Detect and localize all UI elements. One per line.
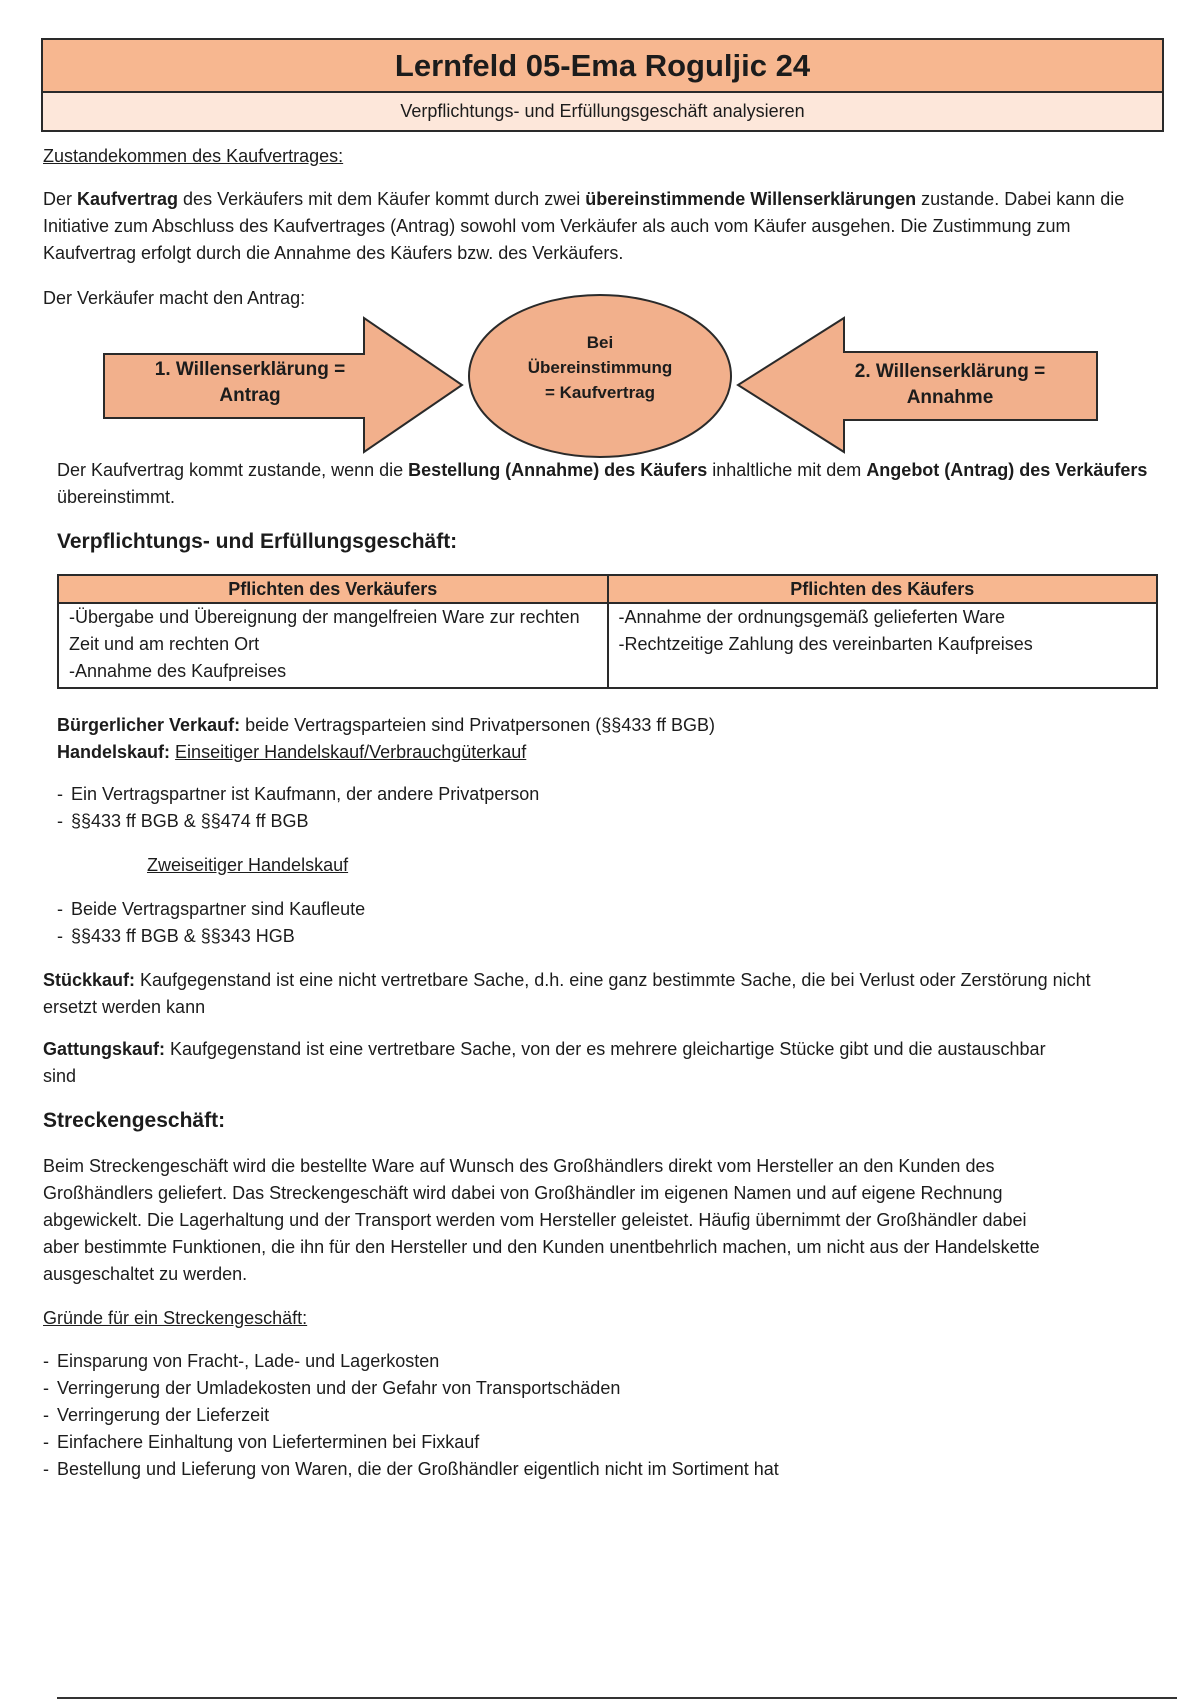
left-arrow-label-line2: Antrag <box>219 385 281 406</box>
list-item: - Verringerung der Lieferzeit <box>43 1402 779 1429</box>
page-title: Lernfeld 05-Ema Roguljic 24 <box>43 40 1162 93</box>
einseitig-list <box>57 781 539 835</box>
list-item: - Bestellung und Lieferung von Waren, die der Großhändler eigentlich nicht im Sortiment hat <box>43 1456 779 1483</box>
section-heading-verpflichtung: Verpflichtungs- und Erfüllungsgeschäft: <box>57 530 458 553</box>
buyer-duty-item: -Rechtzeitige Zahlung des vereinbarten Kaufpreises <box>618 634 1033 654</box>
bold-term-buergerlicher-verkauf: Bürgerlicher Verkauf: <box>57 715 241 735</box>
stueckkauf-paragraph <box>43 967 1103 1021</box>
bold-term-kaufvertrag: Kaufvertrag <box>77 189 179 209</box>
seller-duty-item: -Übergabe und Übereignung der mangelfreien Ware zur rechten Zeit und am rechten Ort <box>69 607 580 654</box>
list-item: - §§433 ff BGB & §§343 HGB <box>57 923 365 950</box>
text-run: Der Kaufvertrag kommt zustande, wenn die <box>57 460 409 480</box>
text-run: Kaufgegenstand ist eine vertretbare Sache, von der es mehrere gleichartige Stücke gibt und die austauschbar sind <box>43 1039 1046 1086</box>
kaufvertrag-condition-paragraph <box>57 457 1165 511</box>
list-item: - Einsparung von Fracht-, Lade- und Lagerkosten <box>43 1348 779 1375</box>
bold-term-handelskauf: Handelskauf: <box>57 742 171 762</box>
reasons-heading: Gründe für ein Streckengeschäft: <box>43 1308 308 1328</box>
list-item: - §§433 ff BGB & §§474 ff BGB <box>57 808 539 835</box>
zweiseitiger-handelskauf-title: Zweiseitiger Handelskauf <box>147 855 349 875</box>
contract-diagram <box>100 290 1100 462</box>
left-arrow-label-line1: 1. Willenserklärung = <box>154 359 346 380</box>
einseitiger-handelskauf-title: Einseitiger Handelskauf/Verbrauchgüterkauf <box>175 742 527 762</box>
right-arrow-label-line2: Annahme <box>906 387 994 408</box>
bold-term-stueckkauf: Stückkauf: <box>43 970 136 990</box>
duties-table <box>57 574 1158 689</box>
bold-term-gattungskauf: Gattungskauf: <box>43 1039 166 1059</box>
list-item: - Einfachere Einhaltung von Lieferterminen bei Fixkauf <box>43 1429 779 1456</box>
list-item: - Ein Vertragspartner ist Kaufmann, der andere Privatperson <box>57 781 539 808</box>
center-label-line3: = Kaufvertrag <box>544 383 656 402</box>
section-heading-zustandekommen: Zustandekommen des Kaufvertrages: <box>43 146 344 166</box>
text-run: zustande. Dabei kann die Initiative zum Abschluss des Kaufvertrages (Antrag) sowohl vom Verkäufer als auch vom Käufer ausgehen. Die Zustimmung zum Kaufvertrag erfolgt durch die Annahme des Käufers bzw. des Verkäufers. <box>43 189 1125 263</box>
duties-table-header-row <box>58 575 1157 603</box>
page-subtitle: Verpflichtungs- und Erfüllungsgeschäft analysieren <box>43 93 1162 130</box>
buyer-duties-header: Pflichten des Käufers <box>608 575 1158 603</box>
seller-duties-header: Pflichten des Verkäufers <box>58 575 608 603</box>
text-run: Kaufgegenstand ist eine nicht vertretbare Sache, d.h. eine ganz bestimmte Sache, die bei Verlust oder Zerstörung nicht ersetzt werden kann <box>43 970 1091 1017</box>
buergerlicher-verkauf-line <box>57 712 715 739</box>
center-ellipse-label <box>500 330 700 405</box>
seller-duties-cell <box>58 603 608 688</box>
left-arrow-label <box>140 357 360 409</box>
streckengeschaeft-paragraph: Beim Streckengeschäft wird die bestellte Ware auf Wunsch des Großhändlers direkt vom Hersteller an den Kunden des Großhändlers geliefert. Das Streckengeschäft wird dabei von Großhändler im eigenen Namen und auf eigene Rechnung abgewickelt. Die Lagerhaltung und der Transport werden vom Hersteller geleistet. Häufig übernimmt der Großhändler dabei aber bestimmte Funktionen, die ihn für den Hersteller und den Kunden unentbehrlich machen, um nicht aus der Handelskette ausgeschaltet zu werden. <box>43 1156 1040 1284</box>
reasons-list <box>43 1348 779 1483</box>
center-label-line2: Übereinstimmung <box>527 358 673 377</box>
seller-duty-item: -Annahme des Kaufpreises <box>69 661 287 681</box>
right-arrow-label <box>830 359 1070 411</box>
center-label-line1: Bei <box>586 333 614 352</box>
text-run: übereinstimmt. <box>57 487 176 507</box>
text-run: des Verkäufers mit dem Käufer kommt durch zwei <box>178 189 586 209</box>
text-run: beide Vertragsparteien sind Privatpersonen (§§433 ff BGB) <box>240 715 716 735</box>
text-run: inhaltliche mit dem <box>707 460 867 480</box>
list-item: - Beide Vertragspartner sind Kaufleute <box>57 896 365 923</box>
handelskauf-line <box>57 739 526 766</box>
title-box <box>41 38 1164 132</box>
section-heading-streckengeschaeft: Streckengeschäft: <box>43 1109 226 1132</box>
list-item: - Verringerung der Umladekosten und der Gefahr von Transportschäden <box>43 1375 779 1402</box>
duties-table-row <box>58 603 1157 688</box>
bold-term-angebot: Angebot (Antrag) des Verkäufers <box>866 460 1148 480</box>
bold-term-willenserklaerungen: übereinstimmende Willenserklärungen <box>585 189 917 209</box>
intro-paragraph <box>43 186 1165 267</box>
gattungskauf-paragraph <box>43 1036 1073 1090</box>
buyer-duties-cell <box>608 603 1158 688</box>
buyer-duty-item: -Annahme der ordnungsgemäß gelieferten Ware <box>618 607 1006 627</box>
text-run: Der <box>43 189 78 209</box>
right-arrow-label-line1: 2. Willenserklärung = <box>854 361 1046 382</box>
antrag-line: Der Verkäufer macht den Antrag: <box>43 288 306 308</box>
bold-term-bestellung: Bestellung (Annahme) des Käufers <box>408 460 708 480</box>
bottom-divider <box>57 1697 1177 1699</box>
zweiseitig-list <box>57 896 365 950</box>
